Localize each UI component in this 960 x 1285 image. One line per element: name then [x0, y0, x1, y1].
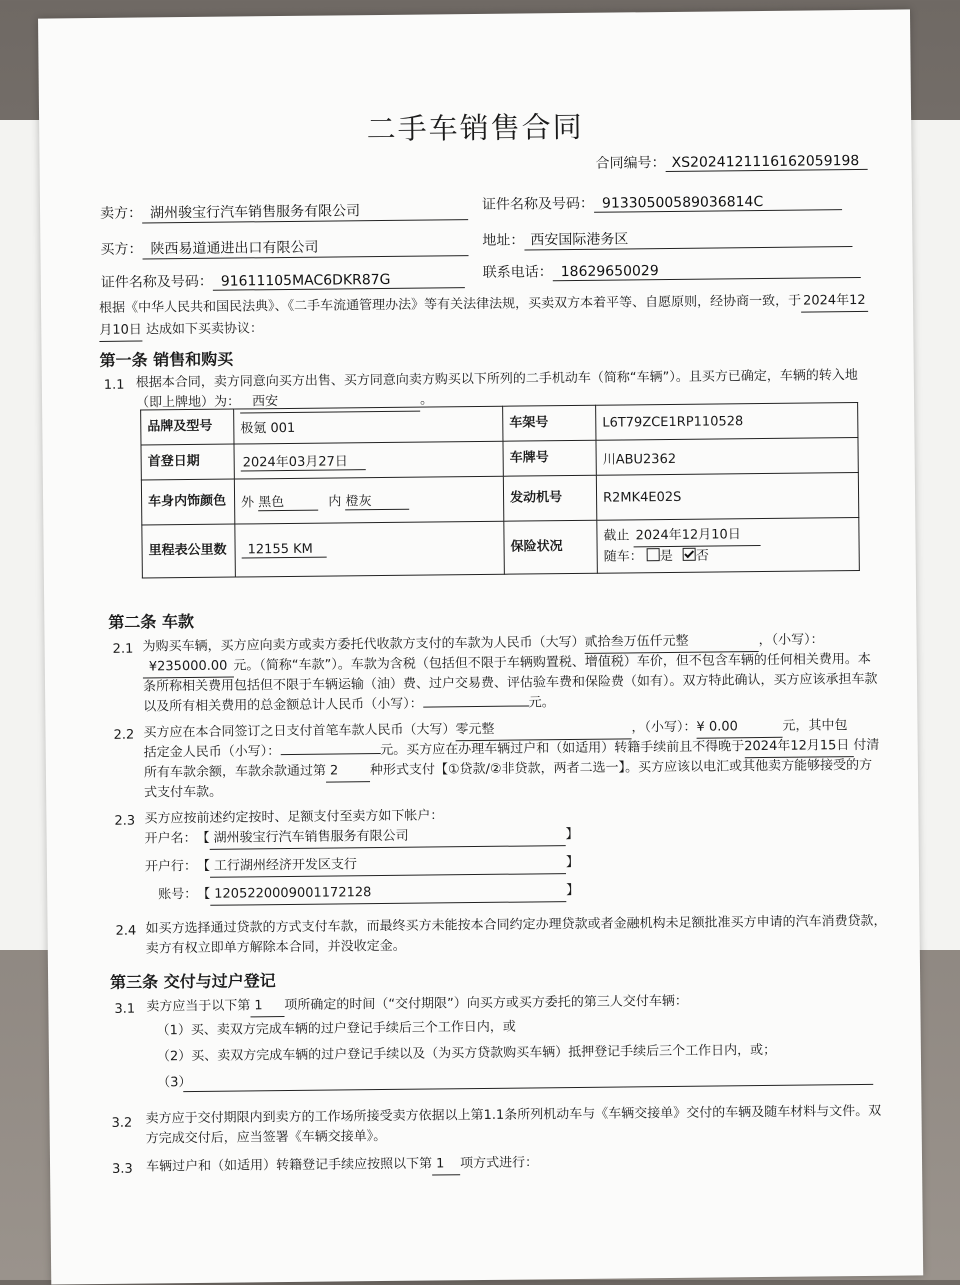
reg-date-value: 2024年03月27日 — [241, 450, 366, 471]
intro-date-part-1: 2024年12 — [801, 291, 868, 313]
delivery-option-choice: 1 — [250, 996, 284, 1017]
delivery-option-2: （2）买、卖双方完成车辆的过户登记手续以及（为买方贷款购买车辆）抵押登记手续后三个工作日内，或； — [156, 1042, 777, 1065]
clause-text: 以及所有相关费用的总金额总计人民币（小写）： — [143, 696, 423, 715]
clause-text: 元。买方应在办理车辆过户和（如适用）转籍手续前且不得晚于 — [380, 739, 745, 759]
buyer-label: 买方： — [100, 241, 143, 258]
intro-line-1 — [99, 291, 868, 320]
clause-number: 2.4 — [115, 923, 137, 939]
account-number-row — [145, 881, 579, 907]
clause-3-2-line-2: 方完成交付后，应当签署《车辆交接单》。 — [145, 1128, 387, 1147]
clause-text: 元。（简称“车款”）。车款为含税（包括但不限于车辆购置税、增值税）车价，但不包含车辆的任何相关费用。本 — [233, 651, 871, 674]
document-title: 二手车销售合同 — [366, 109, 584, 147]
address-label: 地址： — [482, 232, 525, 249]
clause-2-4-line-2: 卖方有权立即单方解除本合同，并没收定金。 — [145, 938, 406, 957]
brand-label: 品牌及型号 — [141, 409, 234, 445]
clause-text: 车辆过户和（如适用）转籍登记手续应按照以下第 — [145, 1156, 433, 1175]
vin-value: L6T79ZCE1RP110528 — [596, 403, 858, 441]
buyer-cert-row — [101, 268, 465, 292]
phone-label: 联系电话： — [482, 264, 553, 281]
yes-label: 是 — [659, 548, 673, 564]
seller-cert: 91330500589036814C — [594, 193, 842, 213]
clause-1-1-line-2: （即上牌地）为： 西安 。 — [136, 390, 433, 414]
clause-1-1-line-1: 根据本合同，卖方同意向买方出售、买方同意向卖方购买以下所列的二手机动车（简称“车辆”）。且买方已确定，车辆的转入地 — [135, 368, 858, 391]
article-2-title: 第二条 车款 — [108, 611, 195, 632]
clause-number: 2.2 — [113, 727, 135, 743]
clause-2-1-line-4 — [143, 693, 555, 717]
table-row — [142, 517, 860, 578]
bracket: 】 — [565, 854, 580, 871]
price-amount: ¥235000.00 — [143, 657, 234, 679]
yes-checkbox[interactable] — [647, 548, 660, 561]
insurance-until-label: 截止 — [603, 527, 630, 544]
intro-line-2 — [99, 319, 263, 342]
account-bank-label: 开户行： — [144, 858, 198, 875]
account-number-label: 账号： — [158, 886, 198, 903]
vehicle-table — [140, 402, 860, 579]
insurance-until-row — [603, 524, 852, 548]
address-row — [482, 226, 852, 251]
address: 西安国际港务区 — [524, 226, 852, 250]
delivery-option-1: （1）买、卖双方完成车辆的过户登记手续后三个工作日内，或 — [156, 1019, 516, 1039]
no-checkbox[interactable] — [683, 547, 696, 560]
clause-3-2-line-1: 卖方应于交付期限内到卖方的工作场所接受卖方依据以上第1.1条所列机动车与《车辆交接单》交付的车辆及随车材料与文件。双 — [145, 1103, 882, 1127]
buyer-name: 陕西易道通进出口有限公司 — [142, 235, 468, 259]
engine-label: 发动机号 — [503, 475, 596, 521]
mileage-cell — [235, 521, 505, 577]
clause-number: 2.3 — [114, 813, 136, 829]
first-payment-amount: ¥ 0.00 — [696, 717, 782, 739]
color-label: 车身内饰颜色 — [141, 479, 234, 525]
buyer-cert: 91611105MAC6DKR87G — [213, 271, 465, 291]
seller-cert-row — [482, 190, 842, 214]
bracket: 】 — [565, 826, 579, 843]
seller-name: 湖州骏宝行汽车销售服务有限公司 — [142, 199, 468, 223]
insurance-with-car-row — [604, 545, 853, 568]
clause-text: 买方应在本合同签订之日支付首笔车款人民币（大写） — [143, 722, 456, 741]
account-name: 湖州骏宝行汽车销售服务有限公司 — [210, 825, 566, 850]
contract-number: XS20241211161620591​98 — [665, 153, 867, 172]
seller-label: 卖方： — [99, 205, 143, 222]
account-name-row — [145, 825, 579, 851]
with-car-label: 随车： — [603, 548, 643, 565]
interior-label: 内 — [328, 494, 342, 510]
clause-text: 付清 — [853, 737, 880, 754]
exterior-color: 黑色 — [258, 491, 318, 512]
bracket: 】 — [566, 882, 580, 899]
phone-row — [483, 258, 861, 282]
intro-text-2: 达成如下买卖协议： — [145, 321, 264, 338]
clause-2-4-line-1: 如买方选择通过贷款的方式支付车款，而最终买方未能按本合同约定办理贷款或者金融机构未足额批准买方申请的汽车消费贷款， — [145, 913, 887, 937]
intro-text: 根据《中华人民共和国民法典》、《二手车流通管理办法》等有关法律法规，买卖双方本着平等、自愿原则，经协商一致，于 — [98, 293, 802, 316]
first-payment-uppercase: 零元整 — [455, 718, 631, 741]
account-bank-row — [145, 853, 579, 879]
brand-value: 极氪 001 — [234, 406, 503, 444]
no-label: 否 — [695, 548, 710, 564]
payment-deadline: 2024年12月15日 — [744, 736, 853, 758]
clause-text: 项方式进行： — [459, 1155, 539, 1172]
clause-text: ，（小写）： — [758, 632, 824, 649]
clause-2-3-text: 买方应按前述约定按时、足额支付至卖方如下帐户： — [144, 808, 444, 827]
clause-text: 种形式支付【①贷款/②非贷款，两者二选一】。买方应该以电汇或其他卖方能够接受的方 — [369, 757, 873, 779]
mileage-label: 里程表公里数 — [142, 524, 236, 578]
intro-date-part-2: 月10日 — [99, 320, 142, 341]
color-cell — [234, 476, 503, 524]
article-1-title: 第一条 销售和购买 — [99, 349, 234, 370]
bracket: 【 — [196, 830, 210, 846]
clause-text: ，（小写）： — [631, 719, 697, 736]
engine-value: R2MK4E02S — [596, 473, 858, 521]
contract-page — [38, 9, 923, 1284]
seller-row — [100, 199, 468, 224]
exterior-label: 外 — [241, 495, 255, 511]
mileage-value: 12155 KM — [242, 542, 327, 559]
clause-2-2-line-4: 式支付车款。 — [144, 784, 223, 801]
insurance-label: 保险状况 — [504, 520, 598, 574]
clause-text: 项所确定的时间（“交付期限”）向买方或买方委托的第三人交付车辆： — [284, 993, 688, 1014]
clause-text: 为购买车辆，买方应向卖方或卖方委托代收款方支付的车款为人民币（大写） — [142, 634, 585, 655]
contract-number-label: 合同编号： — [595, 155, 666, 172]
buyer-cert-label: 证件名称及号码： — [100, 273, 213, 291]
reg-date-cell — [234, 441, 503, 479]
phone: 18629650029 — [553, 261, 861, 281]
payment-method: 2 — [326, 761, 370, 782]
clause-number: 1.1 — [103, 377, 125, 393]
clause-number: 3.1 — [114, 1001, 136, 1017]
account-number: 1205220009001172128 — [210, 881, 566, 906]
clause-3-3-line-1 — [146, 1153, 538, 1178]
reg-date-label: 首登日期 — [141, 444, 234, 480]
transfer-option-choice: 1 — [432, 1154, 460, 1175]
clause-number: 3.3 — [112, 1161, 133, 1177]
price-uppercase: 贰拾叁万伍仟元整 — [585, 631, 759, 654]
insurance-until-date: 2024年12月10日 — [634, 525, 761, 547]
clause-text: 括定金人民币（小写）： — [143, 744, 281, 761]
option-3-blank-line — [183, 1084, 873, 1092]
clause-1-1-text: （即上牌地）为： — [135, 394, 241, 411]
insurance-cell — [597, 517, 860, 573]
interior-color: 橙灰 — [345, 490, 409, 511]
clause-number: 3.2 — [111, 1115, 133, 1131]
account-name-label: 开户名： — [144, 830, 197, 847]
clause-number: 2.1 — [112, 641, 134, 657]
seller-cert-label: 证件名称及号码： — [481, 195, 595, 213]
vin-label: 车架号 — [503, 405, 596, 441]
clause-text: 元，其中包 — [782, 718, 848, 734]
plate-label: 车牌号 — [503, 440, 596, 476]
bracket: 【 — [197, 886, 211, 902]
clause-3-1-line-1 — [146, 992, 688, 1019]
registration-place: 西安 — [240, 391, 420, 414]
bracket: 【 — [196, 858, 211, 874]
clause-text: 元。 — [528, 695, 555, 711]
clause-text: 所有车款余额，车款余款通过第 — [143, 763, 327, 781]
option-3-label: （3） — [157, 1075, 192, 1091]
clause-2-1-line-3: 条所称相关费用包括但不限于车辆运输（油）费、过户交易费、评估验车费和保险费（如有）。双方特此确认，买方应该承担车款 — [142, 671, 878, 695]
clause-text: 卖方应当于以下第 — [146, 998, 251, 1015]
article-3-title: 第三条 交付与过户登记 — [110, 971, 276, 992]
plate-value: 川ABU2362 — [596, 438, 858, 476]
contract-number-row — [595, 150, 867, 173]
account-bank: 工行湖州经济开发区支行 — [210, 853, 566, 878]
table-row — [141, 473, 858, 526]
buyer-row — [100, 235, 468, 260]
